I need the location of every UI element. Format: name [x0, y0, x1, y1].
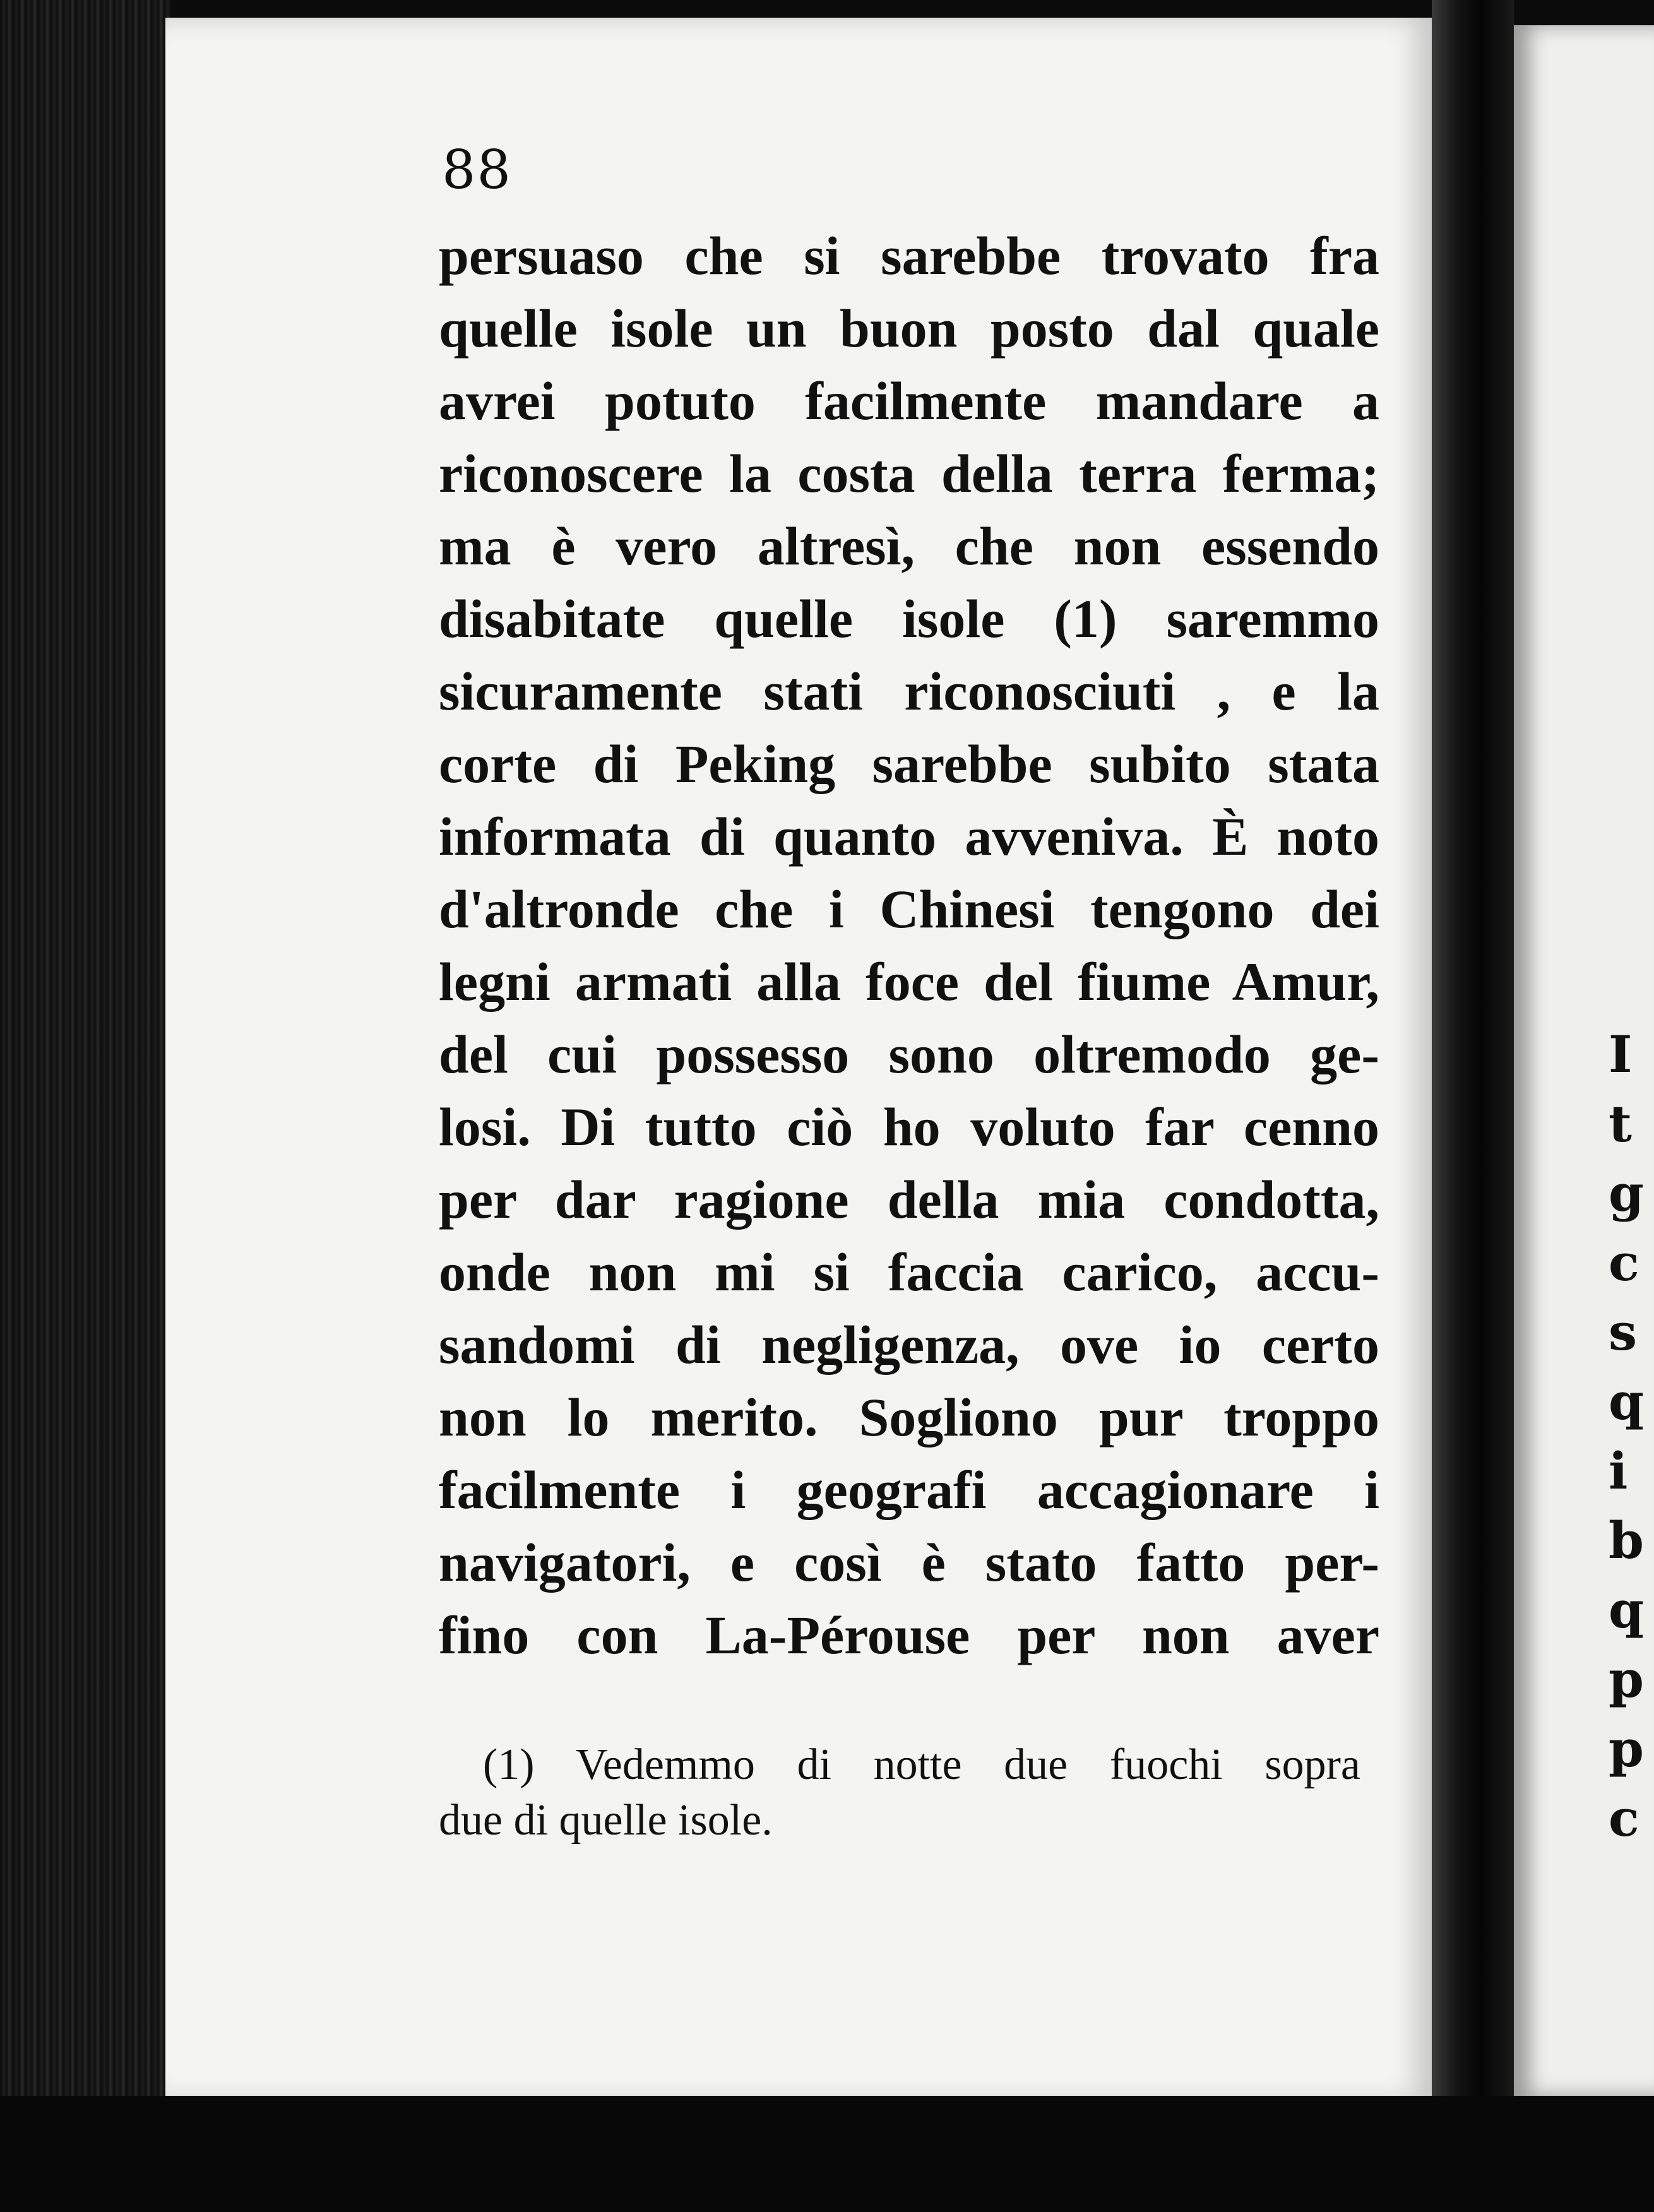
text-line: ma è vero altresì, che non essendo: [439, 516, 1379, 576]
text-line: losi. Di tutto ciò ho voluto far cenno: [439, 1097, 1379, 1157]
text-line: riconoscere la costa della terra ferma;: [439, 443, 1379, 504]
text-line: d'altronde che i Chinesi tengono dei: [439, 879, 1379, 939]
adjacent-page-fragment: p: [1609, 1719, 1644, 1778]
adjacent-page-fragment: I: [1609, 1025, 1633, 1084]
book-gutter: [1432, 0, 1514, 2212]
text-line: disabitate quelle isole (1) saremmo: [439, 588, 1379, 649]
adjacent-page-fragment: c: [1609, 1233, 1639, 1292]
adjacent-page-fragment: q: [1609, 1580, 1644, 1639]
text-line: corte di Peking sarebbe subito stata: [439, 734, 1379, 794]
adjacent-page-fragment: c: [1609, 1788, 1639, 1848]
text-line: navigatori, e così è stato fatto per-: [439, 1532, 1379, 1593]
text-line: legni armati alla foce del fiume Amur,: [439, 951, 1379, 1012]
text-line: avrei potuto facilmente mandare a: [439, 371, 1379, 431]
text-line: persuaso che si sarebbe trovato fra: [439, 225, 1379, 286]
text-line: non lo merito. Sogliono pur troppo: [439, 1387, 1379, 1448]
text-line: sandomi di negligenza, ove io certo: [439, 1314, 1379, 1375]
text-line: facilmente i geografi accagionare i: [439, 1460, 1379, 1520]
text-line: fino con La-Pérouse per non aver: [439, 1605, 1379, 1665]
footnote: [439, 1737, 1360, 1848]
body-text: [439, 220, 1379, 1672]
text-line: sicuramente stati riconosciuti , e la: [439, 661, 1379, 722]
footnote-line: due di quelle isole.: [439, 1796, 773, 1845]
text-line: informata di quanto avveniva. È noto: [439, 806, 1379, 867]
page-stack-edge: [0, 0, 170, 2212]
adjacent-page: [1514, 25, 1654, 2096]
adjacent-page-fragment: t: [1609, 1094, 1632, 1153]
adjacent-page-fragment: g: [1609, 1163, 1644, 1223]
scan-bottom-margin: [0, 2096, 1654, 2212]
text-line: onde non mi si faccia carico, accu-: [439, 1242, 1379, 1302]
page-number: 88: [442, 139, 512, 201]
text-line: quelle isole un buon posto dal quale: [439, 298, 1379, 359]
adjacent-page-fragment: p: [1609, 1650, 1644, 1709]
adjacent-page-fragment: i: [1609, 1441, 1628, 1501]
adjacent-page-fragment: q: [1609, 1372, 1644, 1431]
text-line: del cui possesso sono oltremodo ge-: [439, 1024, 1379, 1085]
footnote-line: (1) Vedemmo di notte due fuochi sopra: [483, 1740, 1360, 1789]
text-line: per dar ragione della mia condotta,: [439, 1169, 1379, 1230]
adjacent-page-fragment: s: [1609, 1302, 1638, 1362]
adjacent-page-fragment: b: [1609, 1511, 1644, 1570]
